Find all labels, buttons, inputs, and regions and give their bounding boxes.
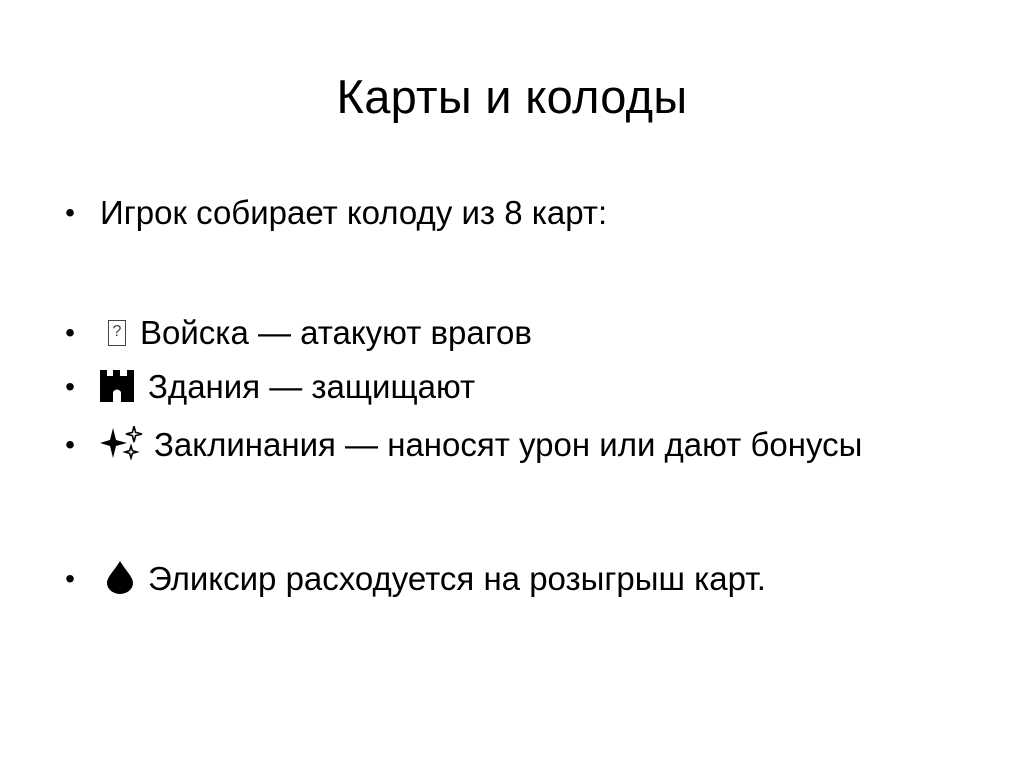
- slide-title: Карты и колоды: [336, 70, 688, 123]
- sparkles-icon: [100, 422, 146, 476]
- bullet-dot: •: [65, 317, 75, 348]
- drop-icon: [100, 556, 140, 610]
- bullet-list: [60, 186, 960, 610]
- bullet-text: Заклинания — наносят урон или дают бонусы: [154, 426, 863, 463]
- bullet-dot: •: [65, 371, 75, 402]
- missing-glyph-icon: [108, 320, 126, 346]
- bullet-item-spells: [60, 418, 960, 476]
- bullet-dot: •: [65, 429, 75, 460]
- bullet-dot: •: [65, 197, 75, 228]
- castle-icon: [100, 364, 140, 418]
- bullet-text: Игрок собирает колоду из 8 карт:: [100, 194, 608, 231]
- bullet-text: Войска — атакуют врагов: [140, 314, 532, 351]
- bullet-dot: •: [65, 563, 75, 594]
- bullet-text: Здания — защищают: [148, 368, 476, 405]
- bullet-item-troops: [60, 306, 960, 360]
- bullet-item-buildings: [60, 360, 960, 418]
- bullet-item-deck: [60, 186, 960, 240]
- bullet-item-elixir: [60, 552, 960, 610]
- bullet-text: Эликсир расходуется на розыгрыш карт.: [148, 560, 766, 597]
